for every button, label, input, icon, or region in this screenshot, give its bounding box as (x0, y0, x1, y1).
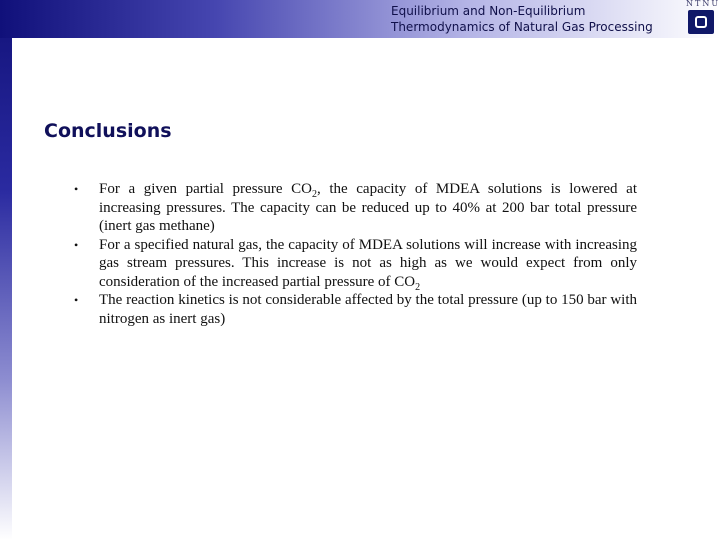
ntnu-logo (686, 0, 720, 36)
list-item (72, 180, 637, 236)
bullet-text: The reaction kinetics is not considerable affected by the total pressure (up to 150 bar with nitrogen as inert gas) (99, 292, 637, 327)
page-title: Conclusions (44, 120, 172, 142)
conclusions-list (72, 180, 637, 328)
logo-emblem-icon (688, 10, 714, 34)
header-title (391, 3, 653, 35)
bullet-marker: • (74, 237, 79, 252)
header-title-line-1: Equilibrium and Non-Equilibrium (391, 4, 586, 18)
subscript: 2 (415, 281, 421, 293)
bullet-text: For a specified natural gas, the capacity of MDEA solutions will increase with increasing gas stream pressures. This increase is not as high as we would expect from only consideration of the increased partial pressure of CO (99, 236, 637, 290)
bullet-text-continued: , the capacity of MDEA solutions is lowered at increasing pressures. The capacity can be reduced up to 40% at 200 bar total pressure (inert gas methane) (99, 181, 637, 234)
bullet-marker: • (74, 182, 79, 196)
subscript: 2 (311, 189, 317, 200)
list-item (72, 291, 637, 328)
logo-text: NTNU (686, 0, 720, 8)
left-decorative-bar (0, 0, 12, 540)
bullet-text: For a given partial pressure CO (99, 181, 312, 197)
bullet-marker: • (74, 293, 79, 307)
list-item (72, 236, 637, 292)
header-title-line-2: Thermodynamics of Natural Gas Processing (391, 20, 653, 34)
